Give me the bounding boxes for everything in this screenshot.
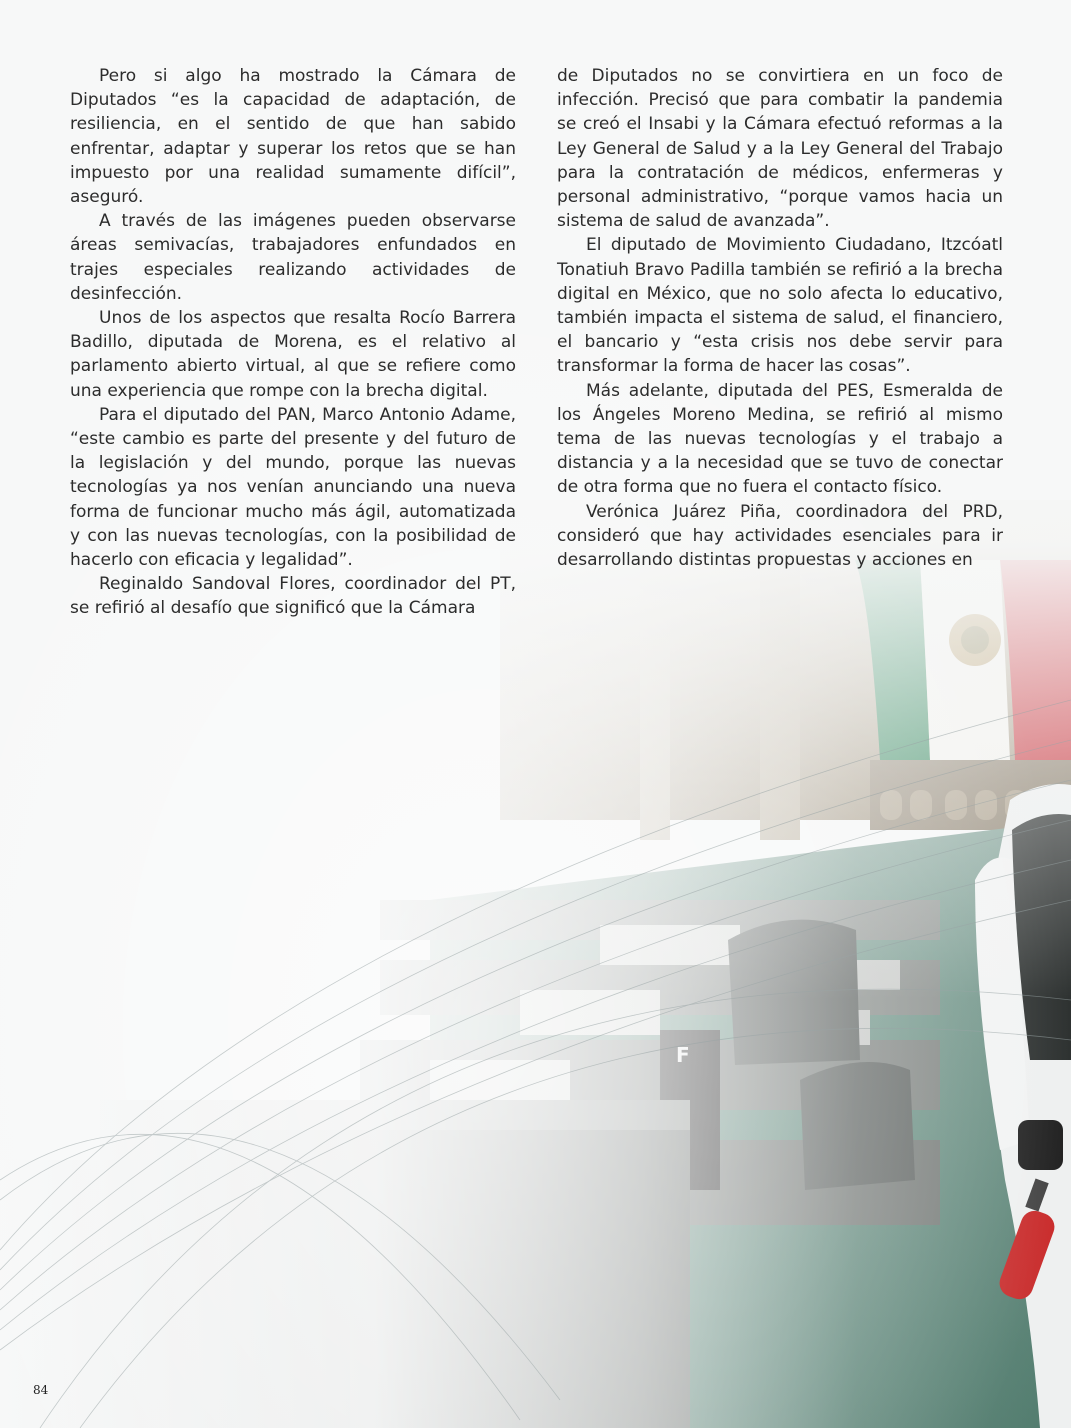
paragraph: Para el diputado del PAN, Marco Antonio Adame, “este cambio es parte del presente y del futuro de la legislación y del mundo, porque las nuevas tecnologías ya nos venían anunciando una nueva forma de funcionar mucho más ágil, automatizada y con las nuevas tecnologías, con la posibilidad de hacerlo con eficacia y legalidad”. <box>70 404 516 571</box>
paragraph: de Diputados no se convirtiera en un foco de infección. Precisó que para combatir la pandemia se creó el Insabi y la Cámara efectuó reformas a la Ley General de Salud y a la Ley General del Trabajo para la contratación de médicos, enfermeras y personal administrativo, “porque vamos hacia un sistema de salud de avanzada”. <box>557 66 1003 232</box>
article-left-column <box>70 64 516 621</box>
paragraph: A través de las imágenes pueden observarse áreas semivacías, trabajadores enfundados en trajes especiales realizando actividades de desinfección. <box>70 211 516 304</box>
paragraph: El diputado de Movimiento Ciudadano, Itzcóatl Tonatiuh Bravo Padilla también se refirió a la brecha digital en México, que no solo afecta lo educativo, también impacta el sistema de salud, el financiero, el bancario y “esta crisis nos debe servir para transformar la forma de hacer las cosas”. <box>557 235 1003 377</box>
article-right-column <box>557 64 1003 572</box>
paragraph: Reginaldo Sandoval Flores, coordinador del PT, se refirió al desafío que significó que la Cámara <box>70 574 516 619</box>
paragraph: Más adelante, diputada del PES, Esmeralda de los Ángeles Moreno Medina, se refirió al mismo tema de las nuevas tecnologías y el trabajo a distancia y a la necesidad que se tuvo de conectar de otra forma que no fuera el contacto físico. <box>557 380 1003 498</box>
page-number: 84 <box>33 1383 49 1397</box>
paragraph: Verónica Juárez Piña, coordinadora del PRD, consideró que hay actividades esenciales para ir desarrollando distintas propuestas y acciones en <box>557 501 1003 571</box>
paragraph: Pero si algo ha mostrado la Cámara de Diputados “es la capacidad de adaptación, de resiliencia, en el sentido de que han sabido enfrentar, adaptar y superar los retos que se han impuesto por una realidad sumamente difícil”, aseguró. <box>70 66 516 208</box>
paragraph: Unos de los aspectos que resalta Rocío Barrera Badillo, diputada de Morena, es el relativo al parlamento abierto virtual, al que se refiere como una experiencia que rompe con la brecha digital. <box>70 308 516 401</box>
